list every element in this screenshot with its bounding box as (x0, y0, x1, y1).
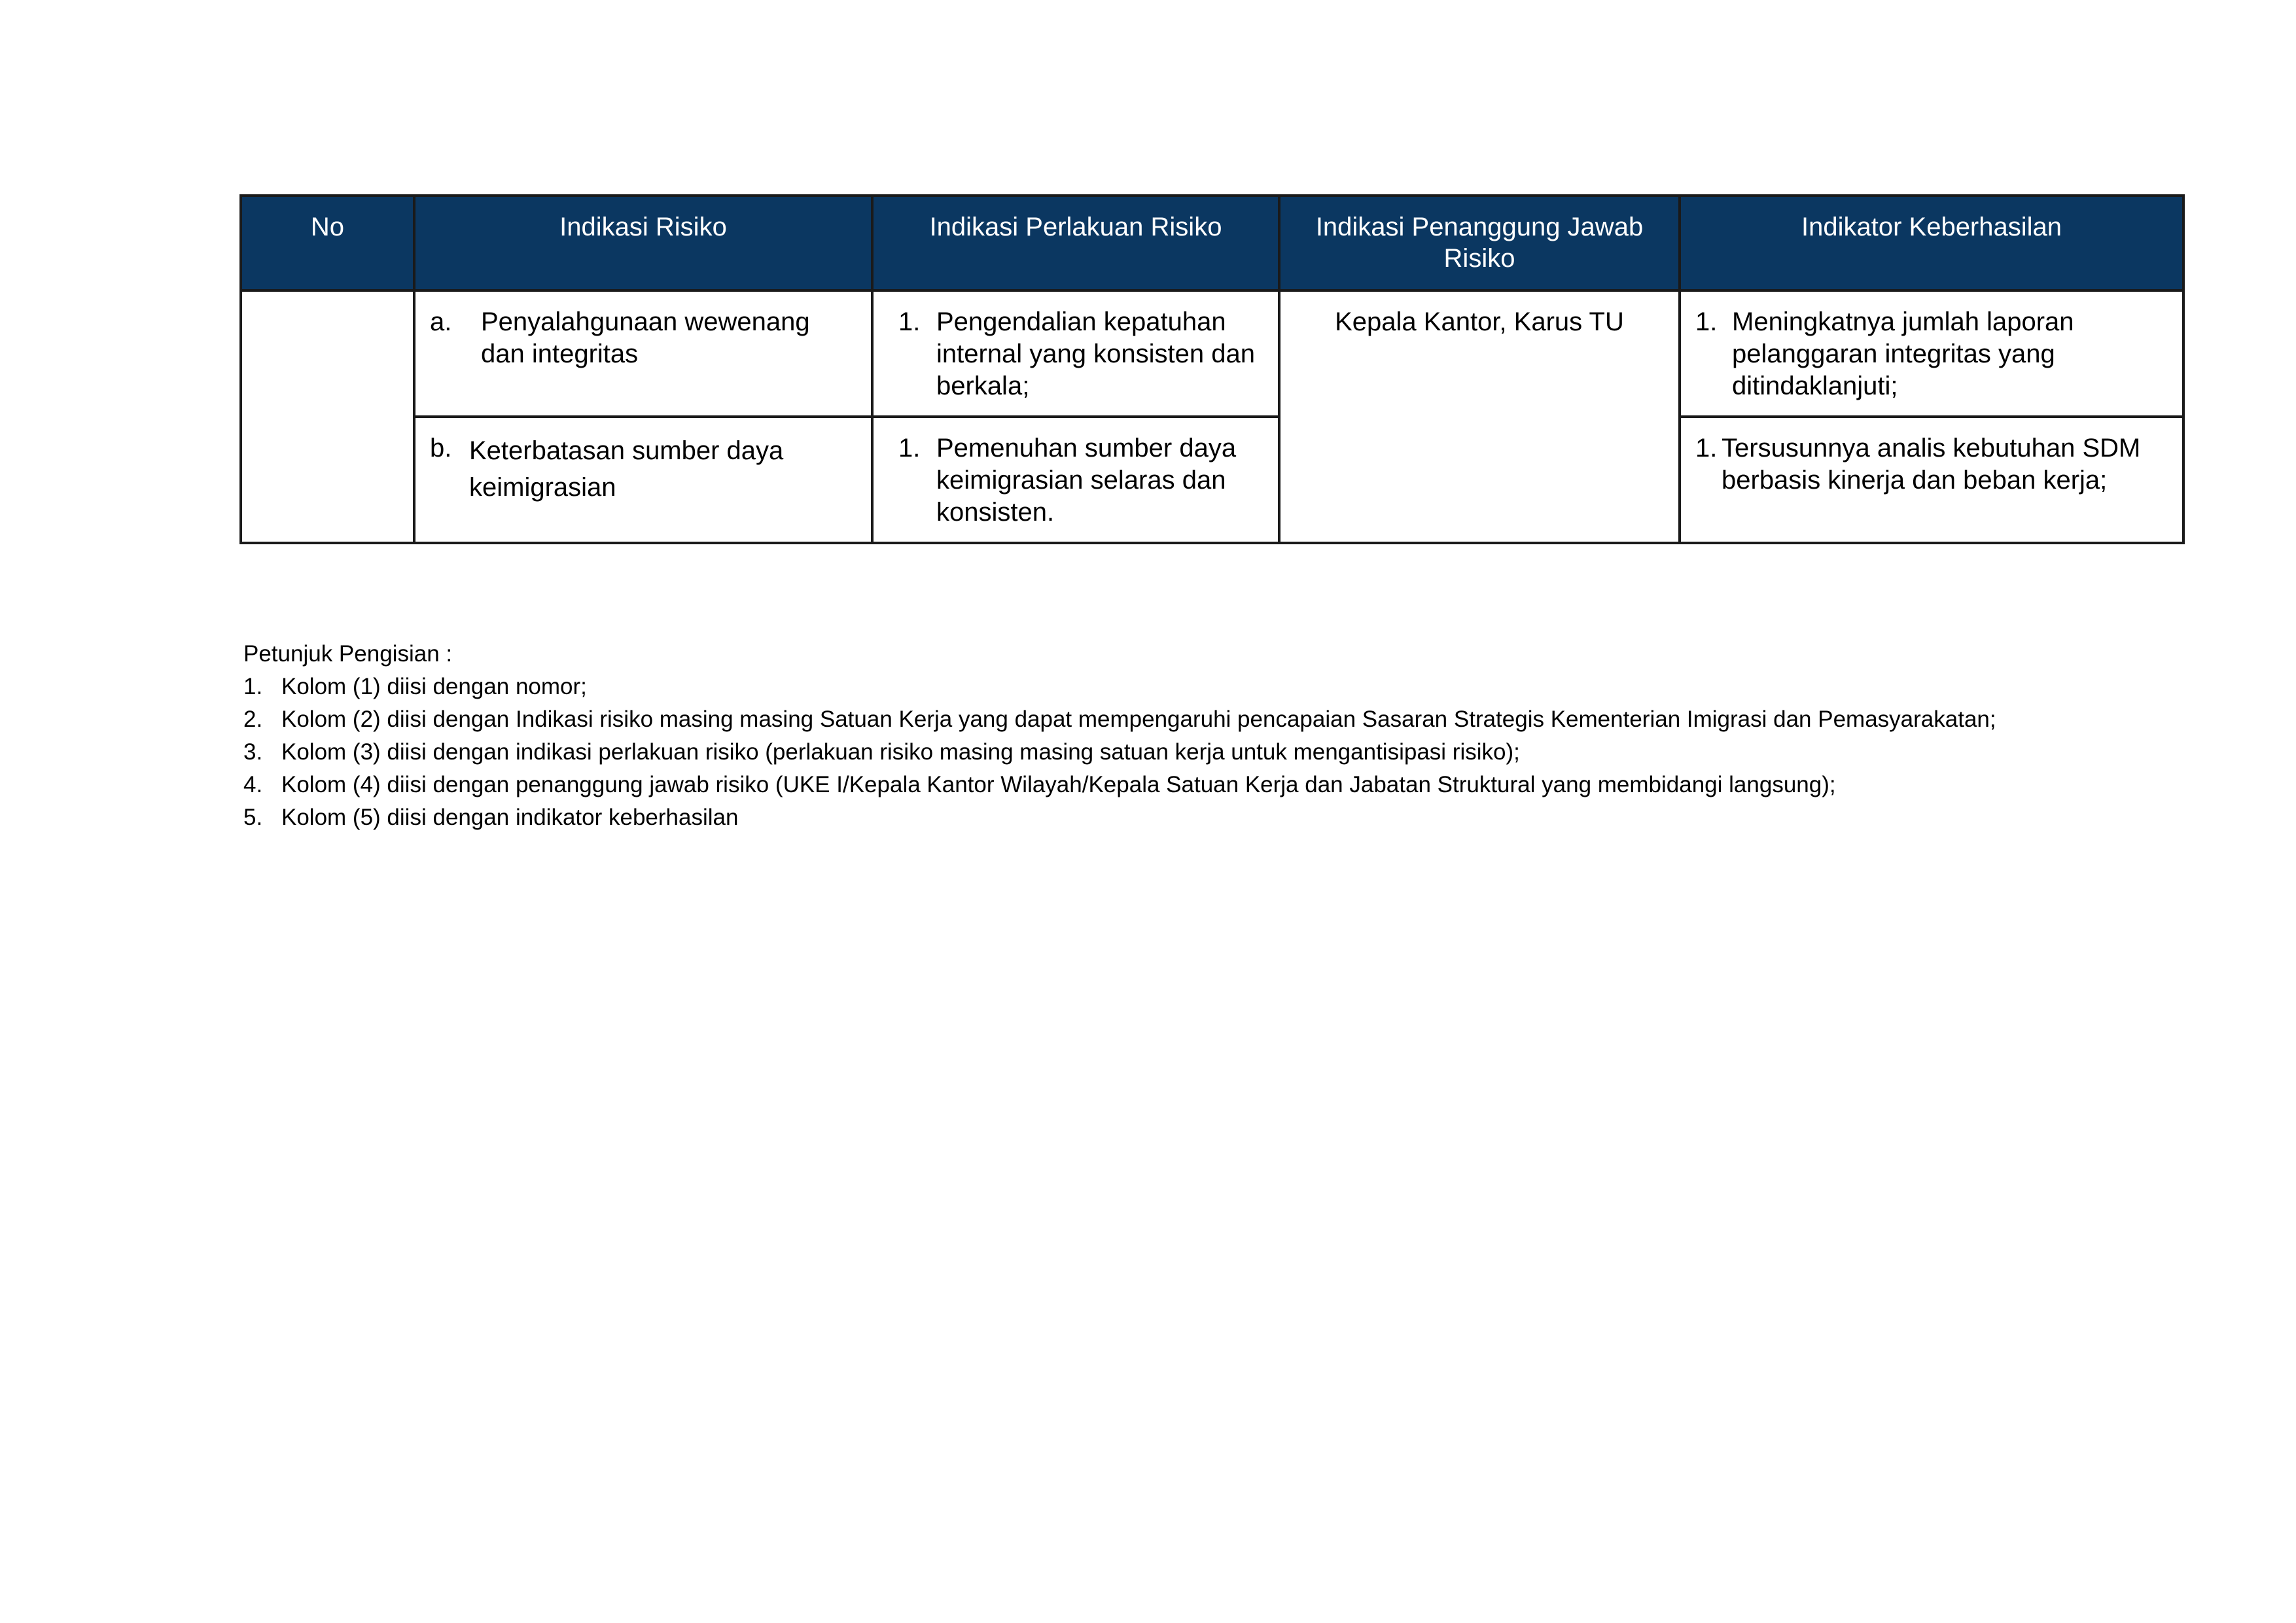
table-row (241, 417, 2183, 543)
indicator-marker: 1. (1695, 434, 1718, 462)
list-item (243, 769, 1996, 801)
risk-table (239, 194, 2185, 544)
risk-text: Keterbatasan sumber daya keimigrasian (469, 436, 784, 502)
list-item-text: Kolom (1) diisi dengan nomor; (281, 674, 587, 699)
list-item-text: Kolom (4) diisi dengan penanggung jawab risiko (UKE I/Kepala Kantor Wilayah/Kepala Satuan Kerja dan Jabatan Struktural yang membidangi langsung); (281, 772, 1836, 797)
table-row (241, 290, 2183, 417)
header-no: No (241, 196, 414, 290)
list-item-number: 5. (243, 805, 263, 830)
indicator-cell (1680, 417, 2183, 543)
header-penanggung-jawab: Indikasi Penanggung Jawab Risiko (1279, 196, 1680, 290)
owner-cell: Kepala Kantor, Karus TU (1279, 290, 1680, 543)
number-cell (241, 290, 414, 543)
filling-instructions (243, 638, 1996, 834)
treatment-cell (872, 290, 1279, 417)
risk-cell (414, 417, 872, 543)
risk-cell (414, 290, 872, 417)
list-item-text: Kolom (2) diisi dengan Indikasi risiko masing masing Satuan Kerja yang dapat mempengaruhi pencapaian Sasaran Strategis Kementerian Imigrasi dan Pemasyarakatan; (281, 707, 1996, 732)
treatment-text: Pengendalian kepatuhan internal yang konsisten dan berkala; (936, 307, 1255, 400)
treatment-cell (872, 417, 1279, 543)
table-header-row (241, 196, 2183, 290)
list-item (243, 671, 1996, 703)
risk-marker: a. (430, 307, 452, 336)
list-item (243, 736, 1996, 769)
indicator-marker: 1. (1695, 307, 1718, 336)
list-item-text: Kolom (5) diisi dengan indikator keberhasilan (281, 805, 739, 830)
list-item-text: Kolom (3) diisi dengan indikasi perlakuan risiko (perlakuan risiko masing masing satuan kerja untuk mengantisipasi risiko); (281, 739, 1520, 765)
list-item (243, 703, 1996, 736)
list-item-number: 4. (243, 772, 263, 797)
treatment-text: Pemenuhan sumber daya keimigrasian selaras dan konsisten. (936, 434, 1237, 527)
header-indikator-keberhasilan: Indikator Keberhasilan (1680, 196, 2183, 290)
list-item-number: 1. (243, 674, 263, 699)
header-indikasi-risiko: Indikasi Risiko (414, 196, 872, 290)
list-item-number: 2. (243, 707, 263, 732)
risk-marker: b. (430, 434, 452, 462)
indicator-cell (1680, 290, 2183, 417)
indicator-text: Meningkatnya jumlah laporan pelanggaran integritas yang ditindaklanjuti; (1732, 307, 2074, 400)
treatment-marker: 1. (898, 434, 921, 462)
header-indikasi-perlakuan-risiko: Indikasi Perlakuan Risiko (872, 196, 1279, 290)
list-item-number: 3. (243, 739, 263, 765)
instructions-title: Petunjuk Pengisian : (243, 641, 453, 667)
list-item (243, 801, 1996, 834)
risk-text: Penyalahgunaan wewenang dan integritas (481, 307, 810, 368)
indicator-text: Tersusunnya analis kebutuhan SDM berbasis kinerja dan beban kerja; (1722, 434, 2141, 495)
treatment-marker: 1. (898, 307, 921, 336)
